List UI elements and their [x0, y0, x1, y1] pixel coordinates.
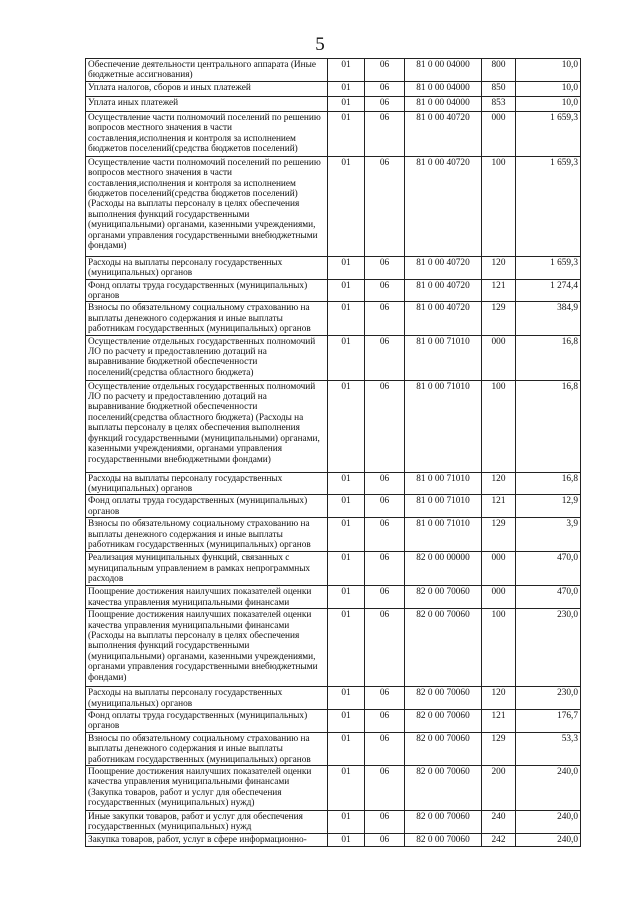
row-target-item: 82 0 00 70060 [405, 609, 482, 687]
row-target-item: 81 0 00 71010 [405, 495, 482, 518]
row-target-item: 81 0 00 40720 [405, 156, 482, 256]
table-row [86, 609, 581, 687]
row-expense-type: 242 [482, 833, 516, 846]
row-subsection: 06 [365, 810, 405, 833]
row-section: 01 [328, 156, 365, 256]
row-subsection: 06 [365, 156, 405, 256]
row-amount: 10,0 [516, 96, 581, 111]
row-target-item: 81 0 00 40720 [405, 111, 482, 156]
row-subsection: 06 [365, 709, 405, 732]
table-row [86, 518, 581, 552]
table-row [86, 687, 581, 710]
row-section: 01 [328, 279, 365, 302]
row-subsection: 06 [365, 586, 405, 609]
row-subsection: 06 [365, 732, 405, 765]
row-target-item: 82 0 00 70060 [405, 709, 482, 732]
row-amount: 1 659,3 [516, 111, 581, 156]
row-amount: 53,3 [516, 732, 581, 765]
row-amount: 16,8 [516, 335, 581, 380]
row-section: 01 [328, 335, 365, 380]
row-expense-type: 000 [482, 552, 516, 586]
row-section: 01 [328, 586, 365, 609]
row-subsection: 06 [365, 833, 405, 846]
row-name: Уплата иных платежей [86, 96, 328, 111]
row-section: 01 [328, 810, 365, 833]
row-name: Закупка товаров, работ, услуг в сфере информационно- [86, 833, 328, 846]
table-row [86, 111, 581, 156]
row-name: Фонд оплаты труда государственных (муниципальных) органов [86, 279, 328, 302]
row-target-item: 81 0 00 04000 [405, 81, 482, 96]
table-row [86, 156, 581, 256]
row-target-item: 81 0 00 71010 [405, 380, 482, 472]
row-name: Уплата налогов, сборов и иных платежей [86, 81, 328, 96]
table-row [86, 96, 581, 111]
row-subsection: 06 [365, 335, 405, 380]
row-subsection: 06 [365, 81, 405, 96]
row-subsection: 06 [365, 302, 405, 335]
row-amount: 470,0 [516, 586, 581, 609]
row-expense-type: 000 [482, 111, 516, 156]
row-name: Взносы по обязательному социальному страхованию на выплаты денежного содержания и иные выплаты работникам государственных (муниципальных) органов [86, 302, 328, 335]
row-target-item: 82 0 00 70060 [405, 833, 482, 846]
row-name: Расходы на выплаты персоналу государственных (муниципальных) органов [86, 472, 328, 495]
row-subsection: 06 [365, 518, 405, 552]
row-expense-type: 800 [482, 59, 516, 82]
row-name: Реализация муниципальных функций, связанных с муниципальным управлением в рамках непрограммных расходов [86, 552, 328, 586]
row-amount: 240,0 [516, 833, 581, 846]
row-section: 01 [328, 732, 365, 765]
row-amount: 10,0 [516, 81, 581, 96]
row-amount: 1 659,3 [516, 156, 581, 256]
row-target-item: 81 0 00 40720 [405, 302, 482, 335]
budget-table [85, 58, 581, 847]
row-expense-type: 200 [482, 765, 516, 810]
row-target-item: 81 0 00 40720 [405, 279, 482, 302]
row-name: Расходы на выплаты персоналу государственных (муниципальных) органов [86, 687, 328, 710]
row-expense-type: 121 [482, 279, 516, 302]
row-subsection: 06 [365, 111, 405, 156]
row-expense-type: 100 [482, 609, 516, 687]
row-name: Осуществление части полномочий поселений по решению вопросов местного значения в части составления,исполнения и контроля за исполнением бюджетов поселений(средства бюджетов поселений) (Расходы на выплаты персоналу в целях обеспечения выполнения функций государственными (муниципальными) органами, казенными учреждениями, органами управления государственными внебюджетными фондами) [86, 156, 328, 256]
row-amount: 240,0 [516, 765, 581, 810]
table-row [86, 279, 581, 302]
row-name: Взносы по обязательному социальному страхованию на выплаты денежного содержания и иные выплаты работникам государственных (муниципальных) органов [86, 732, 328, 765]
row-subsection: 06 [365, 495, 405, 518]
row-name: Осуществление части полномочий поселений по решению вопросов местного значения в части составления,исполнения и контроля за исполнением бюджетов поселений(средства бюджетов поселений) [86, 111, 328, 156]
table-row [86, 472, 581, 495]
table-row [86, 586, 581, 609]
table-row [86, 380, 581, 472]
row-name: Осуществление отдельных государственных полномочий ЛО по расчету и предоставлению дотаций на выравнивание бюджетной обеспеченности поселений(средства областного бюджета) [86, 335, 328, 380]
row-section: 01 [328, 687, 365, 710]
row-amount: 10,0 [516, 59, 581, 82]
table-row [86, 302, 581, 335]
row-section: 01 [328, 495, 365, 518]
row-target-item: 81 0 00 71010 [405, 518, 482, 552]
row-name: Взносы по обязательному социальному страхованию на выплаты денежного содержания и иные выплаты работникам государственных (муниципальных) органов [86, 518, 328, 552]
row-expense-type: 120 [482, 687, 516, 710]
row-subsection: 06 [365, 609, 405, 687]
row-name: Обеспечение деятельности центрального аппарата (Иные бюджетные ассигнования) [86, 59, 328, 82]
row-name: Поощрение достижения наилучших показателей оценки качества управления муниципальными финансами (Расходы на выплаты персоналу в целях обеспечения выполнения функций государственными (муниципальными) органами, казенными учреждениями, органами управления государственными внебюджетными фондами) [86, 609, 328, 687]
row-section: 01 [328, 765, 365, 810]
row-target-item: 81 0 00 40720 [405, 256, 482, 279]
row-expense-type: 121 [482, 709, 516, 732]
table-row [86, 810, 581, 833]
row-amount: 240,0 [516, 810, 581, 833]
row-subsection: 06 [365, 256, 405, 279]
row-amount: 16,8 [516, 380, 581, 472]
row-section: 01 [328, 111, 365, 156]
row-expense-type: 000 [482, 586, 516, 609]
row-name: Поощрение достижения наилучших показателей оценки качества управления муниципальными финансами (Закупка товаров, работ и услуг для обеспечения государственных (муниципальных) нужд) [86, 765, 328, 810]
row-section: 01 [328, 518, 365, 552]
row-expense-type: 100 [482, 380, 516, 472]
table-row [86, 732, 581, 765]
row-expense-type: 100 [482, 156, 516, 256]
row-name: Осуществление отдельных государственных полномочий ЛО по расчету и предоставлению дотаций на выравнивание бюджетной обеспеченности поселений(средства областного бюджета) (Расходы на выплаты персоналу в целях обеспечения выполнения функций государственными (муниципальными) органами, казенными учреждениями, органами управления государственными внебюджетными фондами) [86, 380, 328, 472]
row-amount: 3,9 [516, 518, 581, 552]
row-target-item: 81 0 00 71010 [405, 472, 482, 495]
table-row [86, 709, 581, 732]
row-target-item: 82 0 00 70060 [405, 586, 482, 609]
row-target-item: 82 0 00 70060 [405, 810, 482, 833]
row-amount: 230,0 [516, 687, 581, 710]
row-section: 01 [328, 380, 365, 472]
row-amount: 16,8 [516, 472, 581, 495]
row-expense-type: 853 [482, 96, 516, 111]
row-subsection: 06 [365, 552, 405, 586]
row-target-item: 82 0 00 70060 [405, 765, 482, 810]
row-section: 01 [328, 81, 365, 96]
row-subsection: 06 [365, 380, 405, 472]
row-section: 01 [328, 709, 365, 732]
budget-table-body [86, 59, 581, 847]
row-subsection: 06 [365, 765, 405, 810]
page-number: 5 [315, 34, 325, 55]
row-target-item: 82 0 00 00000 [405, 552, 482, 586]
row-name: Фонд оплаты труда государственных (муниципальных) органов [86, 495, 328, 518]
table-row [86, 495, 581, 518]
row-subsection: 06 [365, 472, 405, 495]
row-expense-type: 120 [482, 472, 516, 495]
row-subsection: 06 [365, 279, 405, 302]
row-expense-type: 129 [482, 732, 516, 765]
row-section: 01 [328, 96, 365, 111]
row-amount: 230,0 [516, 609, 581, 687]
table-row [86, 256, 581, 279]
row-amount: 384,9 [516, 302, 581, 335]
row-target-item: 81 0 00 04000 [405, 96, 482, 111]
row-target-item: 82 0 00 70060 [405, 732, 482, 765]
row-expense-type: 129 [482, 518, 516, 552]
row-expense-type: 850 [482, 81, 516, 96]
row-section: 01 [328, 302, 365, 335]
table-row [86, 335, 581, 380]
row-expense-type: 000 [482, 335, 516, 380]
row-section: 01 [328, 59, 365, 82]
table-row [86, 81, 581, 96]
row-section: 01 [328, 833, 365, 846]
row-section: 01 [328, 552, 365, 586]
row-target-item: 81 0 00 71010 [405, 335, 482, 380]
row-target-item: 82 0 00 70060 [405, 687, 482, 710]
row-expense-type: 121 [482, 495, 516, 518]
table-row [86, 833, 581, 846]
row-section: 01 [328, 256, 365, 279]
row-name: Фонд оплаты труда государственных (муниципальных) органов [86, 709, 328, 732]
row-section: 01 [328, 472, 365, 495]
row-subsection: 06 [365, 687, 405, 710]
row-name: Расходы на выплаты персоналу государственных (муниципальных) органов [86, 256, 328, 279]
row-amount: 1 659,3 [516, 256, 581, 279]
table-row [86, 765, 581, 810]
row-expense-type: 129 [482, 302, 516, 335]
table-row [86, 552, 581, 586]
table-row [86, 59, 581, 82]
row-subsection: 06 [365, 59, 405, 82]
row-amount: 470,0 [516, 552, 581, 586]
row-amount: 12,9 [516, 495, 581, 518]
row-subsection: 06 [365, 96, 405, 111]
row-amount: 176,7 [516, 709, 581, 732]
row-name: Иные закупки товаров, работ и услуг для обеспечения государственных (муниципальных) нужд [86, 810, 328, 833]
row-expense-type: 240 [482, 810, 516, 833]
row-name: Поощрение достижения наилучших показателей оценки качества управления муниципальными финансами [86, 586, 328, 609]
row-target-item: 81 0 00 04000 [405, 59, 482, 82]
row-amount: 1 274,4 [516, 279, 581, 302]
row-section: 01 [328, 609, 365, 687]
row-expense-type: 120 [482, 256, 516, 279]
